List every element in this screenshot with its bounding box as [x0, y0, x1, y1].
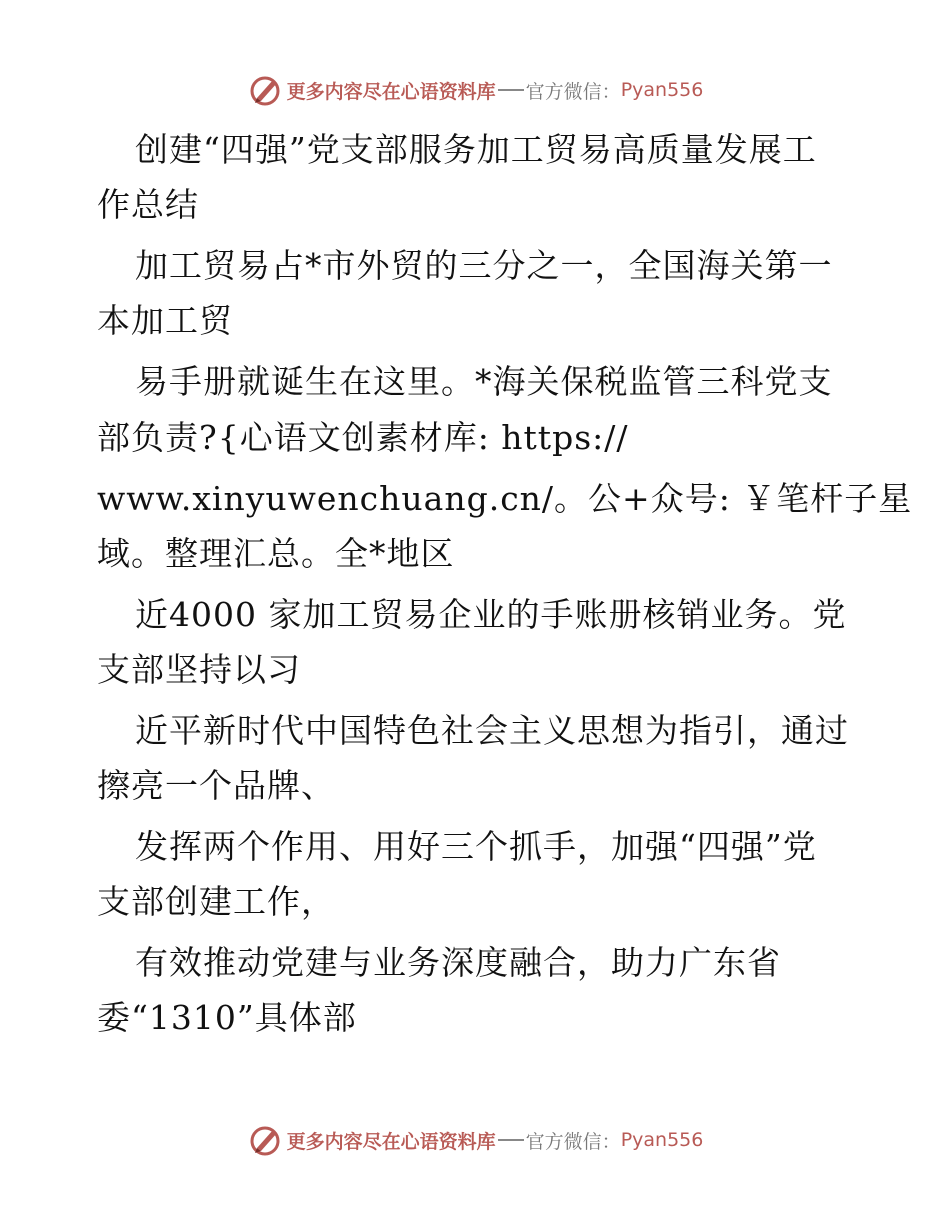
body-line-12: 擦亮一个品牌、 — [97, 766, 335, 805]
watermark-text: 更多内容尽在心语资料库 — [286, 80, 496, 103]
body-line-11: 近平新时代中国特色社会主义思想为指引，通过 — [135, 711, 849, 750]
body-line-1: 创建“四强”党支部服务加工贸易高质量发展工 — [135, 130, 817, 169]
pen-logo-icon — [247, 1122, 283, 1158]
watermark-dash — [498, 1139, 524, 1141]
watermark-dash — [498, 89, 524, 91]
body-line-6: 部负责?{心语文创素材库: https:// — [97, 418, 629, 457]
body-line-2: 作总结 — [97, 185, 199, 224]
watermark-wechat-label: 官方微信： — [525, 80, 621, 103]
watermark-text: 更多内容尽在心语资料库 — [286, 1130, 496, 1153]
body-line-3: 加工贸易占*市外贸的三分之一，全国海关第一 — [135, 246, 833, 285]
body-line-15: 有效推动党建与业务深度融合，助力广东省 — [135, 943, 781, 982]
watermark-wechat-id: Pyan556 — [620, 79, 704, 101]
body-line-4: 本加工贸 — [97, 301, 233, 340]
body-line-14: 支部创建工作， — [97, 882, 335, 921]
body-line-10: 支部坚持以习 — [97, 650, 301, 689]
body-line-8: 域。整理汇总。全*地区 — [97, 534, 455, 573]
body-line-5: 易手册就诞生在这里。*海关保税监管三科党支 — [135, 362, 833, 401]
body-line-16: 委“1310”具体部 — [97, 998, 357, 1037]
watermark-wechat-id: Pyan556 — [620, 1129, 704, 1151]
footer-watermark — [0, 1120, 950, 1160]
pen-logo-icon — [247, 72, 283, 108]
body-line-13: 发挥两个作用、用好三个抓手，加强“四强”党 — [135, 827, 817, 866]
header-watermark — [0, 70, 950, 110]
body-line-7: www.xinyuwenchuang.cn/。公+众号: ￥笔杆子星 — [97, 479, 913, 518]
body-line-9: 近4000 家加工贸易企业的手账册核销业务。党 — [135, 595, 847, 634]
watermark-wechat-label: 官方微信： — [525, 1130, 621, 1153]
